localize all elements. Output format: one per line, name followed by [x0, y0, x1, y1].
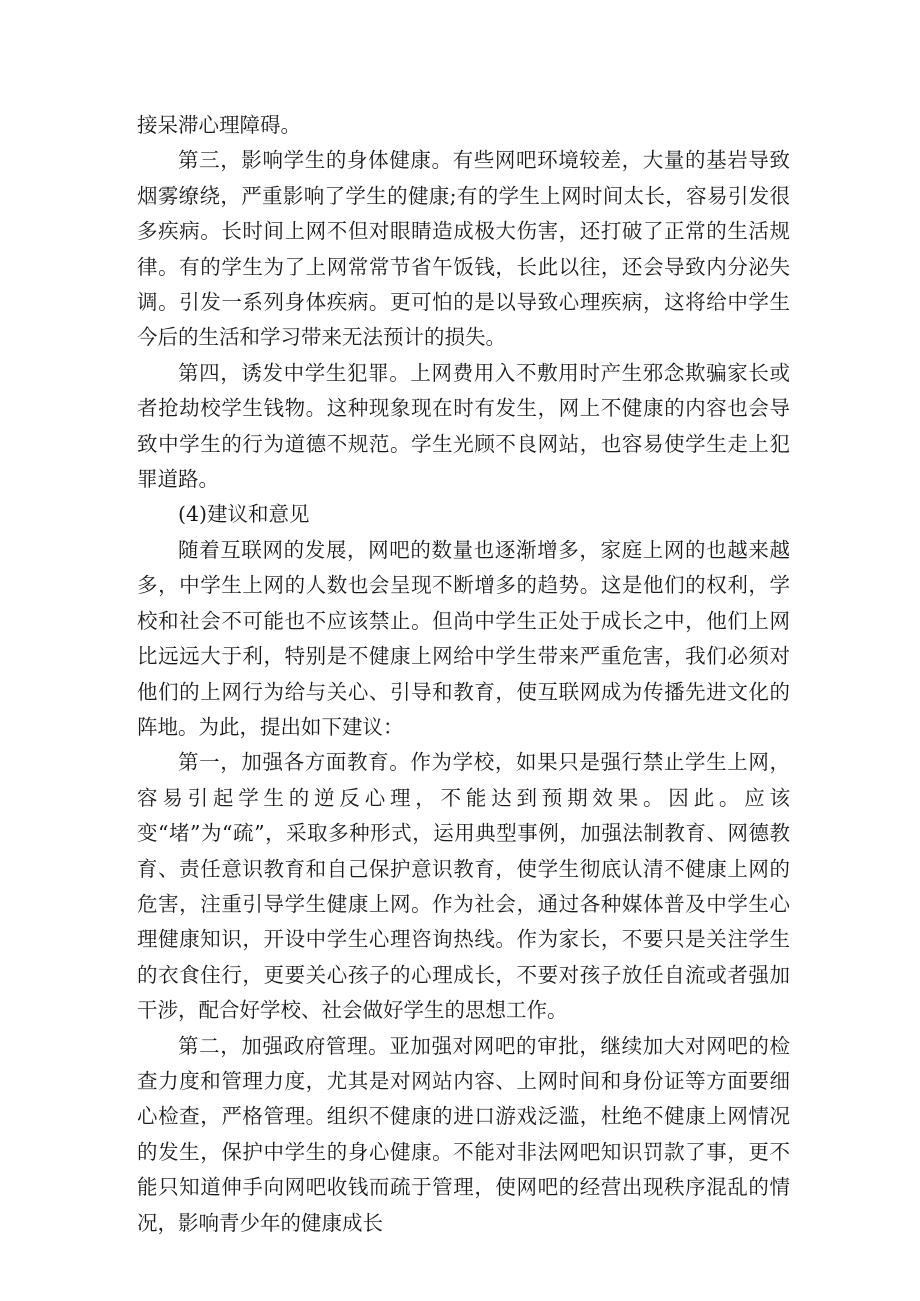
paragraph-suggestions-intro: 随着互联网的发展，网吧的数量也逐渐增多，家庭上网的也越来越多，中学生上网的人数也会呈现不断增多的趋势。这是他们的权利，学校和社会不可能也不应该禁止。但尚中学生正处于成长之中，他们上网比远远大于利，特别是不健康上网给中学生带来严重危害，我们必须对他们的上网行为给与关心、引导和教育，使互联网成为传播先进文化的阵地。为此，提出如下建议： [137, 537, 790, 739]
paragraph-fourth-point: 第四，诱发中学生犯罪。上网费用入不敷用时产生邪念欺骗家长或者抢劫校学生钱物。这种现象现在时有发生，网上不健康的内容也会导致中学生的行为道德不规范。学生光顾不良网站，也容易使学生走上犯罪道路。 [137, 360, 790, 492]
paragraph-continuation: 接呆滞心理障碍。 [137, 113, 301, 137]
paragraph-first-suggestion: 第一，加强各方面教育。作为学校，如果只是强行禁止学生上网，容易引起学生的逆反心理，不能达到预期效果。因此。应该变“堵”为“疏”，采取多种形式，运用典型事例，加强法制教育、网德教育、责任意识教育和自己保护意识教育，使学生彻底认清不健康上网的危害，注重引导学生健康上网。作为社会，通过各种媒体普及中学生心理健康知识，开设中学生心理咨询热线。作为家长，不要只是关注学生的衣食住行，更要关心孩子的心理成长，不要对孩子放任自流或者强加干涉，配合好学校、社会做好学生的思想工作。 [137, 750, 790, 1023]
section-heading-suggestions: (4)建议和意见 [178, 502, 310, 527]
paragraph-second-suggestion: 第二，加强政府管理。亚加强对网吧的审批，继续加大对网吧的检查力度和管理力度，尤其是对网站内容、上网时间和身份证等方面要细心检查，严格管理。组织不健康的进口游戏泛滥，杜绝不健康上网情况的发生，保护中学生的身心健康。不能对非法网吧知识罚款了事，更不能只知道伸手向网吧收钱而疏于管理，使网吧的经营出现秩序混乱的情况，影响青少年的健康成长 [137, 1033, 790, 1235]
document-body [137, 108, 790, 1241]
paragraph-third-point: 第三，影响学生的身体健康。有些网吧环境较差，大量的基岩导致烟雾缭绕，严重影响了学生的健康;有的学生上网时间太长，容易引发很多疾病。长时间上网不但对眼睛造成极大伤害，还打破了正常的生活规律。有的学生为了上网常常节省午饭钱，长此以往，还会导致内分泌失调。引发一系列身体疾病。更可怕的是以导致心理疾病，这将给中学生今后的生活和学习带来无法预计的损失。 [137, 148, 790, 350]
